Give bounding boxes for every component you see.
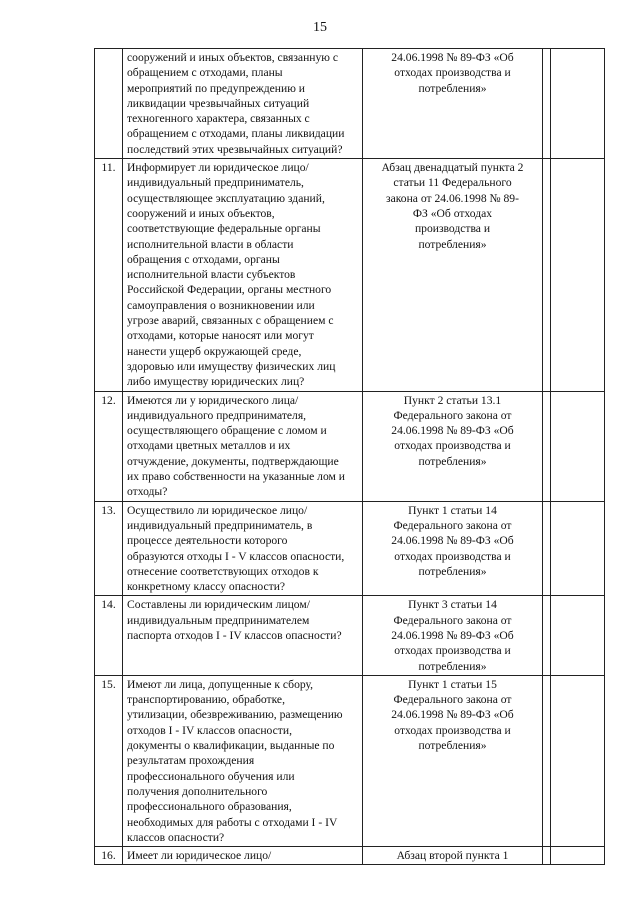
- reference-line: отходах производства и: [394, 644, 511, 658]
- reference-line: отходах производства и: [394, 723, 511, 737]
- checklist-table-body: [95, 49, 605, 865]
- reference-line: отходах производства и: [394, 66, 511, 80]
- reference-line: 24.06.1998 № 89-ФЗ «Об: [391, 708, 514, 722]
- question-line: Имеет ли юридическое лицо/: [127, 849, 272, 863]
- table-row: [95, 159, 605, 391]
- reference-line: Пункт 2 статьи 13.1: [403, 393, 502, 407]
- question-line: индивидуальный предприниматель,: [127, 176, 304, 190]
- question-line: последствий этих чрезвычайных ситуаций?: [127, 142, 343, 156]
- empty-answer-cell: [543, 391, 551, 501]
- empty-answer-cell: [543, 159, 551, 391]
- question-line: Информирует ли юридическое лицо/: [127, 161, 309, 175]
- empty-answer-cell: [543, 847, 551, 865]
- reference-line: отходах производства и: [394, 549, 511, 563]
- row-number: 12.: [95, 391, 123, 501]
- question-line: документы о квалификации, выданные по: [127, 739, 335, 753]
- question-line: индивидуальным предпринимателем: [127, 613, 310, 627]
- question-line: Составлены ли юридическим лицом/: [127, 598, 310, 612]
- row-number: 14.: [95, 596, 123, 675]
- empty-answer-cell: [543, 501, 551, 596]
- reference-line: Федерального закона от: [393, 408, 512, 422]
- question-line: сооружений и иных объектов,: [127, 206, 275, 220]
- legal-reference-cell: [363, 159, 543, 391]
- legal-reference-cell: [363, 49, 543, 159]
- question-cell: [123, 49, 363, 159]
- legal-reference-cell: [363, 391, 543, 501]
- legal-reference-cell: [363, 596, 543, 675]
- page-number: 15: [313, 20, 327, 35]
- question-line: транспортированию, обработке,: [127, 693, 285, 707]
- reference-line: потребления»: [418, 454, 487, 468]
- question-line: ликвидации чрезвычайных ситуаций: [127, 96, 310, 110]
- empty-answer-cell: [543, 49, 551, 159]
- question-cell: [123, 391, 363, 501]
- reference-line: Пункт 3 статьи 14: [408, 598, 497, 612]
- question-line: отходами цветных металлов и их: [127, 439, 291, 453]
- question-line: самоуправления о возникновении или: [127, 298, 315, 312]
- empty-notes-cell: [551, 675, 605, 846]
- table-row: [95, 596, 605, 675]
- question-line: образуются отходы I - V классов опасности,: [127, 549, 345, 563]
- reference-line: 24.06.1998 № 89-ФЗ «Об: [391, 51, 514, 64]
- reference-line: потребления»: [418, 237, 487, 251]
- question-cell: [123, 596, 363, 675]
- reference-line: 24.06.1998 № 89-ФЗ «Об: [391, 534, 514, 548]
- reference-line: Абзац второй пункта 1: [396, 849, 509, 863]
- reference-line: Федерального закона от: [393, 518, 512, 532]
- question-line: классов опасности?: [127, 830, 225, 844]
- question-line: Имеют ли лица, допущенные к сбору,: [127, 677, 314, 691]
- table-row: [95, 391, 605, 501]
- question-line: осуществляющего обращение с ломом и: [127, 424, 327, 438]
- question-line: отходами, которые наносят или могут: [127, 329, 314, 343]
- question-line: отходы?: [127, 485, 168, 499]
- question-line: получения дополнительного: [127, 784, 268, 798]
- question-cell: [123, 675, 363, 846]
- row-number: 13.: [95, 501, 123, 596]
- legal-reference-cell: [363, 847, 543, 865]
- question-line: угрозе аварий, связанных с обращением с: [127, 314, 334, 328]
- reference-line: потребления»: [418, 81, 487, 95]
- empty-notes-cell: [551, 159, 605, 391]
- question-line: исполнительной власти в области: [127, 237, 294, 251]
- question-line: отнесение соответствующих отходов к: [127, 564, 319, 578]
- empty-notes-cell: [551, 501, 605, 596]
- reference-line: 24.06.1998 № 89-ФЗ «Об: [391, 628, 514, 642]
- question-line: обращением с отходами, планы: [127, 66, 283, 80]
- question-cell: [123, 847, 363, 865]
- question-line: необходимых для работы с отходами I - IV: [127, 815, 338, 829]
- reference-line: ФЗ «Об отходах: [412, 206, 493, 220]
- question-line: осуществляющее эксплуатацию зданий,: [127, 191, 325, 205]
- table-row: [95, 847, 605, 865]
- reference-line: 24.06.1998 № 89-ФЗ «Об: [391, 424, 514, 438]
- question-line: нанести ущерб окружающей среде,: [127, 344, 302, 358]
- question-line: сооружений и иных объектов, связанную с: [127, 51, 338, 64]
- question-line: обращением с отходами, планы ликвидации: [127, 127, 345, 141]
- reference-line: потребления»: [418, 564, 487, 578]
- row-number: 16.: [95, 847, 123, 865]
- checklist-table: [94, 48, 605, 865]
- reference-line: производства и: [414, 222, 491, 236]
- question-line: индивидуальный предприниматель, в: [127, 518, 313, 532]
- reference-line: отходах производства и: [394, 439, 511, 453]
- empty-answer-cell: [543, 596, 551, 675]
- question-line: обращения с отходами, органы: [127, 252, 280, 266]
- row-number: [95, 49, 123, 159]
- reference-line: потребления»: [418, 659, 487, 673]
- reference-line: статьи 11 Федерального: [393, 176, 512, 190]
- question-cell: [123, 159, 363, 391]
- question-line: здоровью или имуществу физических лиц: [127, 359, 336, 373]
- empty-notes-cell: [551, 391, 605, 501]
- row-number: 15.: [95, 675, 123, 846]
- reference-line: потребления»: [418, 739, 487, 753]
- table-row: [95, 675, 605, 846]
- empty-notes-cell: [551, 49, 605, 159]
- question-line: конкретному классу опасности?: [127, 580, 286, 594]
- question-line: их право собственности на указанные лом и: [127, 470, 345, 484]
- question-line: техногенного характера, связанных с: [127, 112, 310, 126]
- reference-line: закона от 24.06.1998 № 89-: [386, 191, 519, 205]
- table-row: [95, 49, 605, 159]
- question-line: профессионального образования,: [127, 800, 292, 814]
- question-line: либо имуществу юридических лиц?: [127, 375, 305, 389]
- reference-line: Пункт 1 статьи 14: [408, 503, 497, 517]
- empty-notes-cell: [551, 596, 605, 675]
- question-line: отходов I - IV классов опасности,: [127, 723, 292, 737]
- question-line: процессе деятельности которого: [127, 534, 288, 548]
- empty-notes-cell: [551, 847, 605, 865]
- question-line: соответствующие федеральные органы: [127, 222, 321, 236]
- question-line: Российской Федерации, органы местного: [127, 283, 332, 297]
- legal-reference-cell: [363, 501, 543, 596]
- question-line: индивидуального предпринимателя,: [127, 408, 307, 422]
- question-line: утилизации, обезвреживанию, размещению: [127, 708, 343, 722]
- reference-line: Федерального закона от: [393, 693, 512, 707]
- question-line: Имеются ли у юридического лица/: [127, 393, 299, 407]
- legal-reference-cell: [363, 675, 543, 846]
- row-number: 11.: [95, 159, 123, 391]
- question-line: исполнительной власти субъектов: [127, 268, 296, 282]
- question-line: отчуждение, документы, подтверждающие: [127, 454, 339, 468]
- question-line: мероприятий по предупреждению и: [127, 81, 305, 95]
- question-cell: [123, 501, 363, 596]
- question-line: профессионального обучения или: [127, 769, 295, 783]
- table-row: [95, 501, 605, 596]
- empty-answer-cell: [543, 675, 551, 846]
- question-line: паспорта отходов I - IV классов опасности?: [127, 628, 342, 642]
- question-line: результатам прохождения: [127, 754, 255, 768]
- question-line: Осуществило ли юридическое лицо/: [127, 503, 308, 517]
- reference-line: Пункт 1 статьи 15: [408, 677, 497, 691]
- reference-line: Федерального закона от: [393, 613, 512, 627]
- reference-line: Абзац двенадцатый пункта 2: [381, 161, 524, 175]
